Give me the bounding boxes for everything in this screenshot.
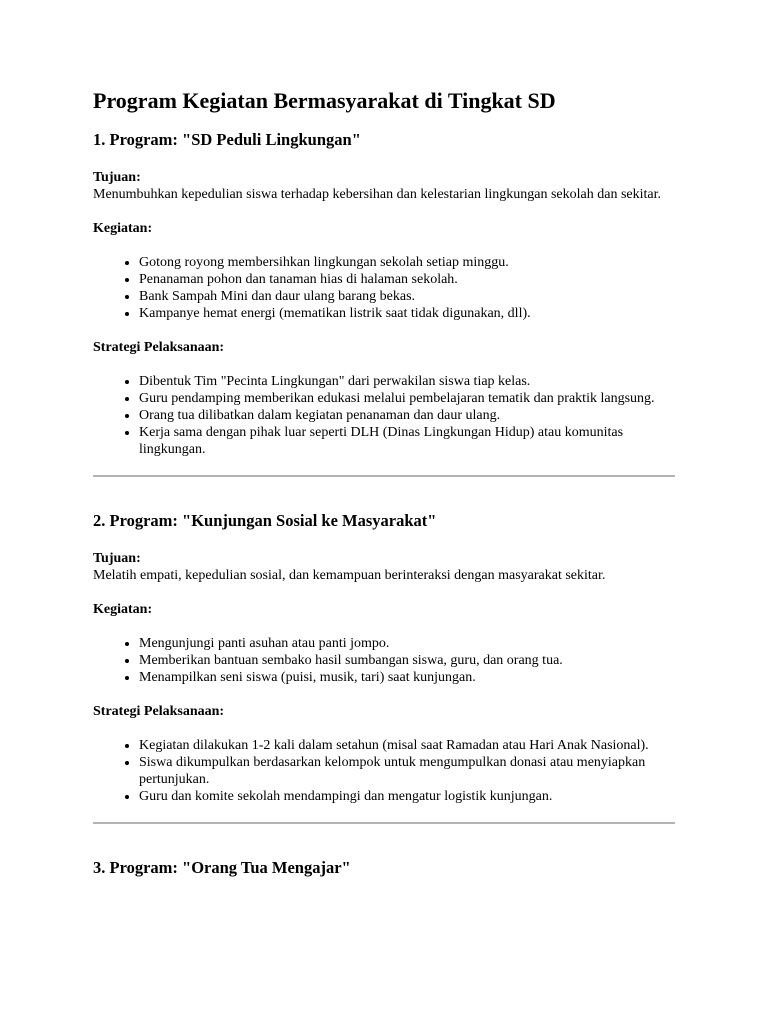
strategi-list [93, 737, 675, 805]
list-item: • Memberikan bantuan sembako hasil sumbangan siswa, guru, dan orang tua. [139, 652, 675, 669]
kegiatan-list [93, 635, 675, 686]
list-item: • Menampilkan seni siswa (puisi, musik, tari) saat kunjungan. [139, 669, 675, 686]
list-item: • Kampanye hemat energi (mematikan listrik saat tidak digunakan, dll). [139, 305, 675, 322]
list-item: • Guru dan komite sekolah mendampingi dan mengatur logistik kunjungan. [139, 788, 675, 805]
tujuan-text: Menumbuhkan kepedulian siswa terhadap kebersihan dan kelestarian lingkungan sekolah dan sekitar. [93, 187, 661, 202]
kegiatan-list [93, 254, 675, 322]
page-title: Program Kegiatan Bermasyarakat di Tingkat SD [93, 88, 556, 113]
list-item: • Gotong royong membersihkan lingkungan sekolah setiap minggu. [139, 254, 675, 271]
list-item: • Kegiatan dilakukan 1-2 kali dalam setahun (misal saat Ramadan atau Hari Anak Nasional). [139, 737, 675, 754]
strategi-label: Strategi Pelaksanaan: [93, 704, 225, 719]
document-page [93, 86, 675, 897]
list-item: • Dibentuk Tim "Pecinta Lingkungan" dari perwakilan siswa tiap kelas. [139, 373, 675, 390]
list-item: • Kerja sama dengan pihak luar seperti DLH (Dinas Lingkungan Hidup) atau komunitas lingkungan. [139, 424, 675, 458]
program-section-3 [93, 857, 675, 879]
program-section-2 [93, 510, 675, 805]
tujuan-text: Melatih empati, kepedulian sosial, dan kemampuan berinteraksi dengan masyarakat sekitar. [93, 568, 606, 583]
list-item: • Orang tua dilibatkan dalam kegiatan penanaman dan daur ulang. [139, 407, 675, 424]
program-title-3: 3. Program: "Orang Tua Mengajar" [93, 858, 351, 877]
list-item: • Penanaman pohon dan tanaman hias di halaman sekolah. [139, 271, 675, 288]
strategi-list [93, 373, 675, 458]
program-title-2: 2. Program: "Kunjungan Sosial ke Masyarakat" [93, 511, 437, 530]
program-title-1: 1. Program: "SD Peduli Lingkungan" [93, 130, 361, 149]
kegiatan-label: Kegiatan: [93, 602, 153, 617]
tujuan-label: Tujuan: [93, 551, 141, 566]
list-item: • Siswa dikumpulkan berdasarkan kelompok untuk mengumpulkan donasi atau menyiapkan pertunjukan. [139, 754, 675, 788]
list-item: • Bank Sampah Mini dan daur ulang barang bekas. [139, 288, 675, 305]
list-item: • Guru pendamping memberikan edukasi melalui pembelajaran tematik dan praktik langsung. [139, 390, 675, 407]
tujuan-label: Tujuan: [93, 170, 141, 185]
strategi-label: Strategi Pelaksanaan: [93, 340, 225, 355]
program-section-1 [93, 129, 675, 458]
list-item: • Mengunjungi panti asuhan atau panti jompo. [139, 635, 675, 652]
kegiatan-label: Kegiatan: [93, 221, 153, 236]
